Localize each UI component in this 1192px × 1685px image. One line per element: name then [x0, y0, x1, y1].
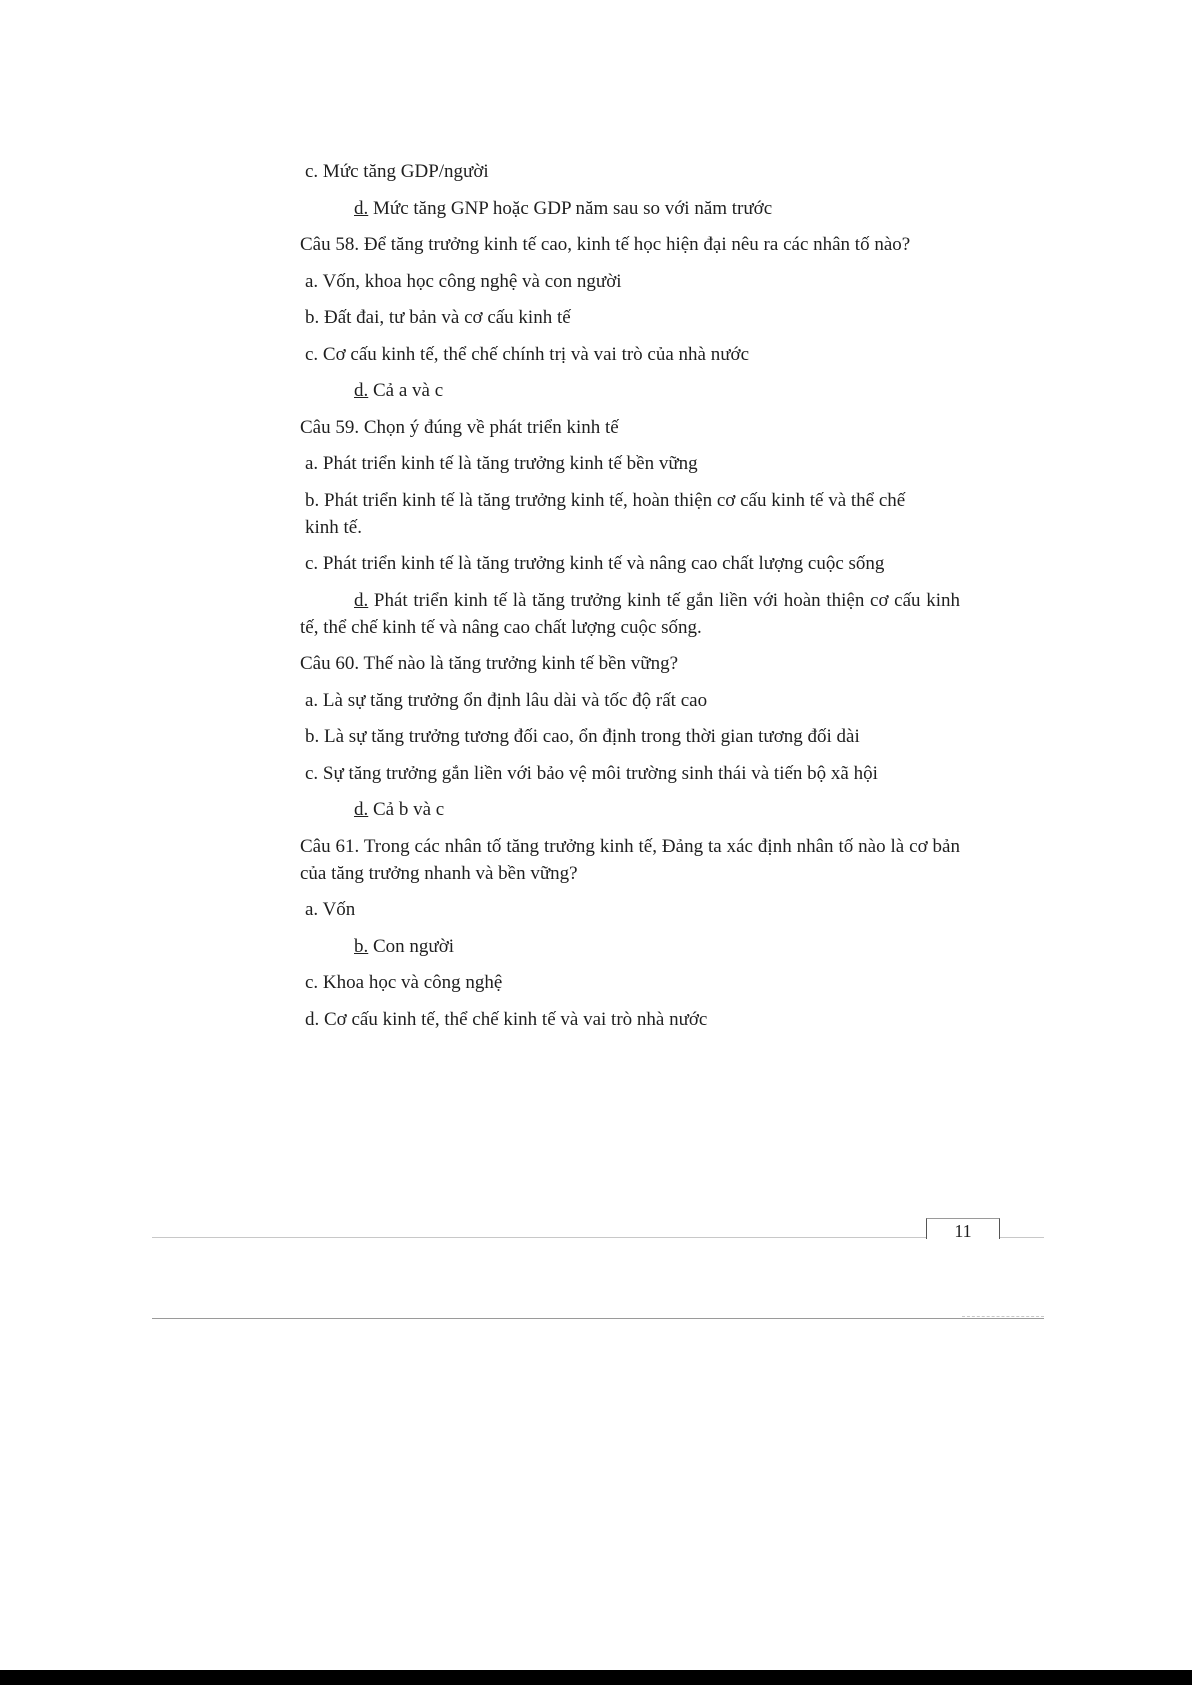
question-line [300, 231, 960, 258]
line-text: Con người [368, 935, 455, 957]
answer-letter: d. [354, 197, 369, 219]
page-number: 11 [954, 1221, 972, 1241]
answer-letter: b. [354, 935, 369, 957]
correct-answer-line [300, 587, 960, 641]
line-text: d. Cơ cấu kinh tế, thể chế kinh tế và vai trò nhà nước [305, 1008, 708, 1030]
footer-rule [152, 1237, 1044, 1238]
page-separator-rule [152, 1318, 1044, 1319]
line-text: Câu 60. Thế nào là tăng trưởng kinh tế bền vững? [300, 653, 679, 674]
line-text: b. Là sự tăng trưởng tương đối cao, ổn định trong thời gian tương đối dài [305, 726, 860, 747]
line-text: c. Sự tăng trưởng gắn liền với bảo vệ môi trường sinh thái và tiến bộ xã hội [305, 762, 878, 784]
question-line [300, 833, 960, 887]
answer-letter: d. [354, 380, 369, 401]
option-line [300, 268, 960, 295]
line-text: Câu 58. Để tăng trưởng kinh tế cao, kinh tế học hiện đại nêu ra các nhân tố nào? [300, 234, 911, 255]
answer-letter: d. [354, 589, 369, 611]
option-line [300, 687, 960, 714]
question-line [300, 650, 960, 677]
line-text: a. Vốn, khoa học công nghệ và con người [305, 270, 622, 292]
option-line [300, 450, 960, 477]
option-line [300, 723, 925, 750]
line-text: a. Phát triển kinh tế là tăng trưởng kinh tế bền vững [305, 453, 698, 474]
option-line [300, 969, 960, 996]
line-text: a. Là sự tăng trưởng ổn định lâu dài và tốc độ rất cao [305, 689, 708, 711]
option-line [300, 1006, 960, 1033]
option-line [300, 487, 925, 541]
line-text: c. Cơ cấu kinh tế, thể chế chính trị và vai trò của nhà nước [305, 343, 750, 365]
option-line [300, 550, 925, 577]
line-text: b. Phát triển kinh tế là tăng trưởng kinh tế, hoàn thiện cơ cấu kinh tế và thể chế kinh tế. [305, 489, 906, 538]
option-line [300, 896, 960, 923]
correct-answer-line [300, 933, 960, 960]
line-text: Câu 59. Chọn ý đúng về phát triển kinh tế [300, 416, 619, 438]
line-text: Mức tăng GNP hoặc GDP năm sau so với năm trước [368, 197, 773, 219]
correct-answer-line [300, 195, 960, 222]
answer-letter: d. [354, 799, 369, 820]
option-line [300, 760, 925, 787]
question-line [300, 414, 960, 441]
option-line [300, 341, 960, 368]
line-text: Cả a và c [368, 380, 444, 401]
correct-answer-line [300, 377, 960, 404]
page-separator-dots [962, 1316, 1044, 1317]
line-text: Cả b và c [368, 799, 445, 820]
option-line [300, 158, 960, 185]
option-line [300, 304, 960, 331]
page-content [300, 158, 960, 1042]
line-text: Phát triển kinh tế là tăng trưởng kinh tế gắn liền với hoàn thiện cơ cấu kinh tế, thể chế kinh tế và nâng cao chất lượng cuộc sống. [300, 589, 960, 638]
line-text: c. Phát triển kinh tế là tăng trưởng kinh tế và nâng cao chất lượng cuộc sống [305, 553, 885, 574]
line-text: c. Khoa học và công nghệ [305, 972, 503, 993]
bottom-edge-bar [0, 1670, 1192, 1685]
line-text: Câu 61. Trong các nhân tố tăng trưởng kinh tế, Đảng ta xác định nhân tố nào là cơ bản của tăng trưởng nhanh và bền vững? [300, 835, 960, 884]
correct-answer-line [300, 796, 960, 823]
line-text: c. Mức tăng GDP/người [305, 161, 489, 182]
line-text: a. Vốn [305, 899, 356, 920]
page-number-box [926, 1218, 1000, 1239]
line-text: b. Đất đai, tư bản và cơ cấu kinh tế [305, 307, 571, 328]
